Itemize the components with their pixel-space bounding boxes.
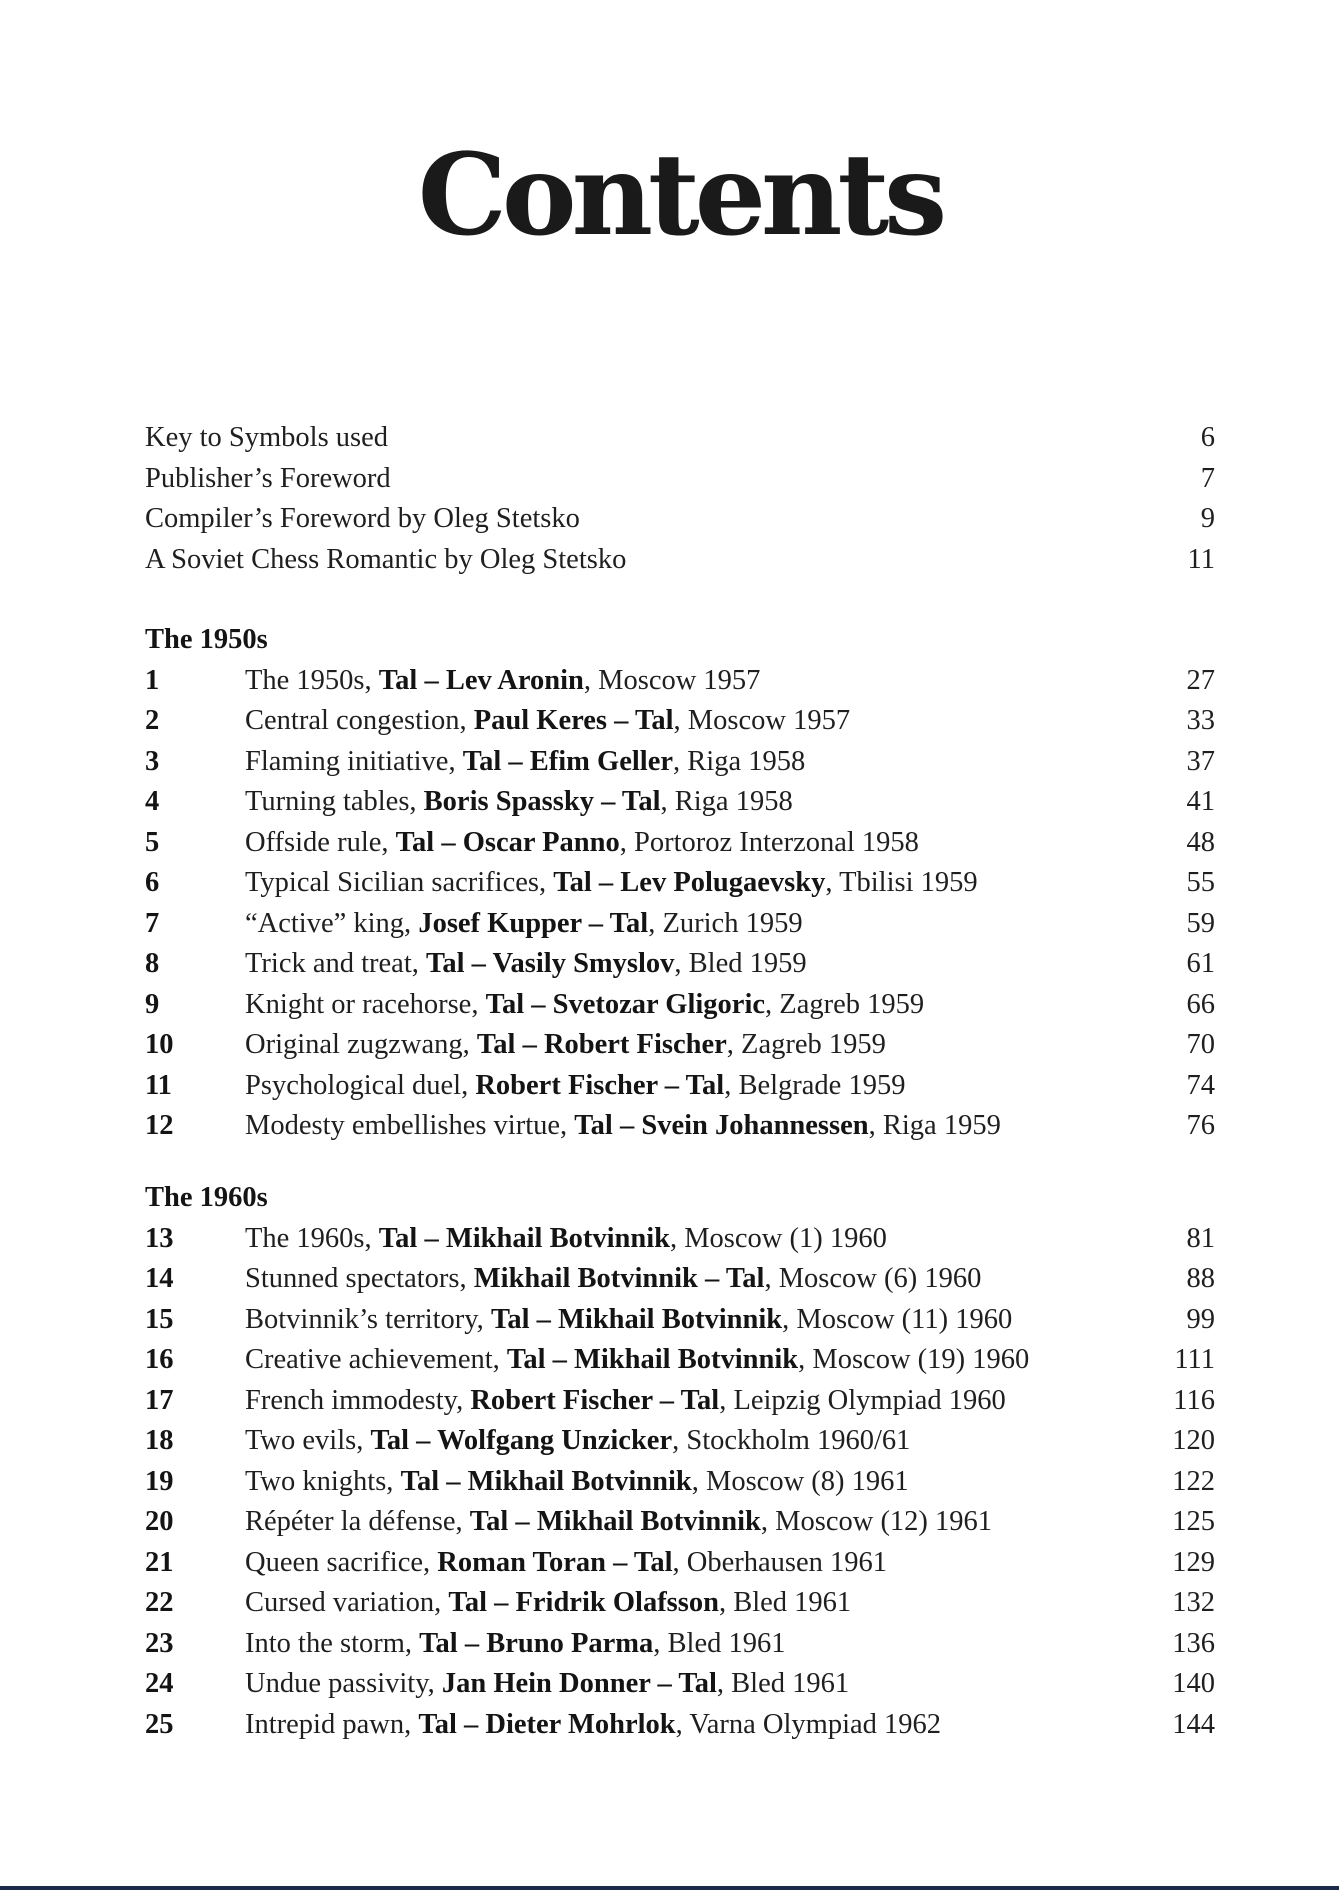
entry-number: 8 (145, 948, 160, 979)
entry-title-post: , Oberhausen 1961 (672, 1546, 887, 1578)
entry-title-pre: Botvinnik’s territory, (245, 1303, 491, 1335)
page-number: 61 (1186, 948, 1215, 979)
entry-title-post: , Riga 1958 (660, 786, 793, 817)
entry-title-post: , Varna Olympiad 1962 (675, 1708, 942, 1740)
entry-title-post: , Bled 1961 (716, 1668, 850, 1699)
entry-title (245, 701, 850, 742)
entry-title-pre: Two knights, (245, 1465, 401, 1497)
entry-title-post: , Moscow (8) 1961 (691, 1465, 909, 1497)
entry-title-pre: Turning tables, (245, 786, 424, 817)
entry-title-post: , Moscow (12) 1961 (760, 1506, 993, 1537)
toc-entry-row (145, 1583, 1215, 1624)
page-number: 66 (1186, 988, 1215, 1020)
entry-title-pre: Offside rule, (245, 826, 396, 858)
entry-title-pre: Psychological duel, (245, 1069, 476, 1101)
entry-title-pre: The 1950s, (245, 664, 379, 696)
players-names: Tal – Mikhail Botvinnik (378, 1222, 670, 1254)
entry-title (245, 1624, 785, 1665)
toc-entry-row (145, 1066, 1215, 1107)
entry-number: 9 (145, 988, 160, 1020)
entry-title-post: , Moscow 1957 (583, 664, 761, 696)
entry-title (245, 985, 924, 1026)
entry-title-pre: Undue passivity, (245, 1668, 442, 1699)
players-names: Tal – Mikhail Botvinnik (469, 1506, 761, 1537)
toc-entry-row (145, 1705, 1215, 1746)
entry-title-pre: Typical Sicilian sacrifices, (245, 867, 554, 898)
entry-title (245, 1066, 905, 1107)
players-names: Mikhail Botvinnik – Tal (473, 1263, 765, 1294)
toc-entry-row (145, 904, 1215, 945)
page-number: 120 (1172, 1425, 1215, 1456)
page-number: 9 (1200, 503, 1215, 534)
entry-title-post: , Portoroz Interzonal 1958 (619, 826, 919, 858)
entry-title-post: , Moscow (11) 1960 (782, 1303, 1013, 1335)
players-names: Roman Toran – Tal (437, 1546, 673, 1578)
players-names: Tal – Mikhail Botvinnik (490, 1303, 783, 1335)
page-number: 74 (1186, 1069, 1215, 1101)
page-number: 41 (1186, 786, 1215, 817)
toc-entry-row (145, 742, 1215, 783)
entry-title-pre: The 1960s, (245, 1222, 379, 1254)
front-matter-label: Publisher’s Foreword (145, 462, 391, 494)
page-number: 132 (1172, 1587, 1215, 1618)
front-matter-label: A Soviet Chess Romantic by Oleg Stetsko (145, 543, 627, 575)
page-number: 33 (1186, 705, 1215, 736)
players-names: Boris Spassky – Tal (423, 786, 661, 817)
toc-entry-row (145, 944, 1215, 985)
toc-entry-row (145, 1259, 1215, 1300)
entry-number: 5 (145, 826, 160, 858)
entry-title-pre: Répéter la défense, (245, 1506, 470, 1537)
front-matter-list (145, 418, 1215, 580)
players-names: Paul Keres – Tal (473, 705, 674, 736)
front-matter-label: Key to Symbols used (145, 422, 389, 453)
page-number: 116 (1173, 1384, 1215, 1416)
entry-number: 22 (145, 1587, 174, 1618)
entry-title-pre: French immodesty, (245, 1384, 471, 1416)
entry-title-post: , Belgrade 1959 (724, 1069, 906, 1101)
players-names: Tal – Mikhail Botvinnik (400, 1465, 692, 1497)
toc-entry-row (145, 1421, 1215, 1462)
entry-title (245, 1543, 887, 1584)
page-number: 59 (1186, 907, 1215, 939)
page-bottom-edge (0, 1886, 1339, 1890)
entry-number: 2 (145, 705, 160, 736)
entry-number: 25 (145, 1708, 174, 1740)
toc-entry-row (145, 863, 1215, 904)
entry-title (245, 1381, 1006, 1422)
players-names: Tal – Lev Aronin (378, 664, 584, 696)
entry-title (245, 742, 805, 783)
players-names: Tal – Efim Geller (462, 745, 674, 777)
page-number: 129 (1172, 1546, 1215, 1578)
entry-title (245, 782, 793, 823)
front-matter-row (145, 459, 1215, 500)
entry-title-pre: Central congestion, (245, 705, 474, 736)
entry-title (245, 1705, 941, 1746)
toc-entry-row (145, 1025, 1215, 1066)
page-number: 6 (1200, 422, 1215, 453)
entry-title-pre: Original zugzwang, (245, 1029, 477, 1060)
entry-title (245, 823, 919, 864)
entry-number: 14 (145, 1263, 174, 1294)
entry-number: 1 (145, 664, 160, 696)
toc-entry-row (145, 1340, 1215, 1381)
section-1950s (145, 620, 1215, 1147)
entry-title-pre: Modesty embellishes virtue, (245, 1110, 575, 1141)
page-number: 48 (1186, 826, 1215, 858)
entry-title-pre: Queen sacrifice, (245, 1546, 438, 1578)
page-number: 136 (1172, 1627, 1215, 1659)
entry-title-post: , Stockholm 1960/61 (672, 1425, 911, 1456)
toc-entry-row (145, 661, 1215, 702)
players-names: Robert Fischer – Tal (470, 1384, 720, 1416)
entry-title-post: , Bled 1961 (653, 1627, 786, 1659)
entry-title-post: , Bled 1961 (718, 1587, 852, 1618)
page-number: 37 (1186, 745, 1215, 777)
entry-number: 21 (145, 1546, 174, 1578)
toc-entry-row (145, 1502, 1215, 1543)
players-names: Josef Kupper – Tal (418, 907, 649, 939)
entry-number: 13 (145, 1222, 174, 1254)
entry-number: 23 (145, 1627, 174, 1659)
entry-title (245, 904, 803, 945)
page-number: 140 (1172, 1668, 1215, 1699)
page-number: 88 (1186, 1263, 1215, 1294)
entry-number: 18 (145, 1425, 174, 1456)
section-heading: The 1960s (145, 1182, 268, 1213)
players-names: Robert Fischer – Tal (475, 1069, 725, 1101)
players-names: Tal – Dieter Mohrlok (418, 1708, 676, 1740)
toc-entry-row (145, 701, 1215, 742)
players-names: Tal – Wolfgang Unzicker (370, 1425, 673, 1456)
entry-title-pre: Knight or racehorse, (245, 988, 486, 1020)
entry-title (245, 1664, 849, 1705)
players-names: Jan Hein Donner – Tal (441, 1668, 717, 1699)
entry-title (245, 1025, 886, 1066)
players-names: Tal – Svetozar Gligoric (485, 988, 766, 1020)
entry-title (245, 863, 978, 904)
players-names: Tal – Mikhail Botvinnik (506, 1344, 799, 1375)
entry-title-pre: Stunned spectators, (245, 1263, 474, 1294)
toc-entry-row (145, 782, 1215, 823)
page-number: 122 (1172, 1465, 1215, 1497)
entry-number: 12 (145, 1110, 174, 1141)
entry-number: 15 (145, 1303, 174, 1335)
entry-title-pre: “Active” king, (245, 907, 419, 939)
entry-number: 19 (145, 1465, 174, 1497)
front-matter-row (145, 418, 1215, 459)
page-number: 144 (1172, 1708, 1215, 1740)
players-names: Tal – Oscar Panno (395, 826, 620, 858)
toc-entry-row (145, 1219, 1215, 1260)
page-title: Contents (417, 130, 943, 261)
page-number: 55 (1186, 867, 1215, 898)
entry-title-pre: Creative achievement, (245, 1344, 507, 1375)
entry-title-pre: Trick and treat, (245, 948, 426, 979)
toc-entry-row (145, 823, 1215, 864)
entry-title-post: , Moscow 1957 (673, 705, 851, 736)
players-names: Tal – Lev Polugaevsky (553, 867, 826, 898)
entry-title (245, 1300, 1012, 1341)
entry-number: 7 (145, 907, 160, 939)
entry-title-pre: Into the storm, (245, 1627, 420, 1659)
entry-number: 10 (145, 1029, 174, 1060)
entry-title-post: , Zagreb 1959 (726, 1029, 886, 1060)
players-names: Tal – Fridrik Olafsson (448, 1587, 719, 1618)
toc-entry-row (145, 1462, 1215, 1503)
entry-number: 16 (145, 1344, 174, 1375)
entry-title (245, 1502, 992, 1543)
entry-title (245, 1106, 1001, 1147)
players-names: Tal – Robert Fischer (476, 1029, 727, 1060)
section-1960s (145, 1178, 1215, 1745)
entry-title-pre: Two evils, (245, 1425, 371, 1456)
front-matter-label: Compiler’s Foreword by Oleg Stetsko (145, 503, 580, 534)
toc-entry-row (145, 1664, 1215, 1705)
page-number: 111 (1174, 1344, 1215, 1375)
entry-title (245, 1421, 910, 1462)
entry-title-post: , Moscow (19) 1960 (798, 1344, 1030, 1375)
entry-number: 11 (145, 1069, 172, 1101)
toc-entry-row (145, 1624, 1215, 1665)
entry-title-post: , Moscow (1) 1960 (669, 1222, 887, 1254)
toc-entry-row (145, 1106, 1215, 1147)
entry-title (245, 661, 760, 702)
players-names: Tal – Svein Johannessen (574, 1110, 869, 1141)
entry-title-post: , Zurich 1959 (648, 907, 803, 939)
page-number: 11 (1187, 543, 1215, 575)
entry-title (245, 1462, 909, 1503)
entry-title-post: , Moscow (6) 1960 (764, 1263, 982, 1294)
entry-title-pre: Cursed variation, (245, 1587, 449, 1618)
entry-title-post: , Riga 1959 (868, 1110, 1001, 1141)
entry-title-post: , Zagreb 1959 (765, 988, 925, 1020)
page-number: 76 (1186, 1110, 1215, 1141)
entry-number: 17 (145, 1384, 174, 1416)
toc-entry-row (145, 985, 1215, 1026)
players-names: Tal – Bruno Parma (419, 1627, 654, 1659)
entry-title (245, 1583, 851, 1624)
entry-title (245, 944, 807, 985)
entry-title-post: , Bled 1959 (674, 948, 807, 979)
toc-entry-row (145, 1381, 1215, 1422)
entry-title-post: , Tbilisi 1959 (825, 867, 978, 898)
entry-title (245, 1259, 981, 1300)
entry-number: 3 (145, 745, 160, 777)
toc-entry-row (145, 1300, 1215, 1341)
entry-title (245, 1219, 887, 1260)
page-number: 125 (1172, 1506, 1215, 1537)
page-number: 27 (1186, 664, 1215, 696)
entry-title-pre: Intrepid pawn, (245, 1708, 419, 1740)
players-names: Tal – Vasily Smyslov (426, 948, 675, 979)
section-heading: The 1950s (145, 624, 268, 655)
entry-title (245, 1340, 1029, 1381)
entry-number: 24 (145, 1668, 174, 1699)
entry-number: 4 (145, 786, 160, 817)
page-number: 81 (1186, 1222, 1215, 1254)
entry-title-post: , Riga 1958 (673, 745, 806, 777)
front-matter-row (145, 540, 1215, 581)
page-number: 7 (1200, 462, 1215, 494)
entry-title-post: , Leipzig Olympiad 1960 (719, 1384, 1006, 1416)
page-number: 99 (1186, 1303, 1215, 1335)
entry-number: 6 (145, 867, 160, 898)
front-matter-row (145, 499, 1215, 540)
entry-title-pre: Flaming initiative, (245, 745, 463, 777)
toc-entry-row (145, 1543, 1215, 1584)
page-number: 70 (1186, 1029, 1215, 1060)
entry-number: 20 (145, 1506, 174, 1537)
